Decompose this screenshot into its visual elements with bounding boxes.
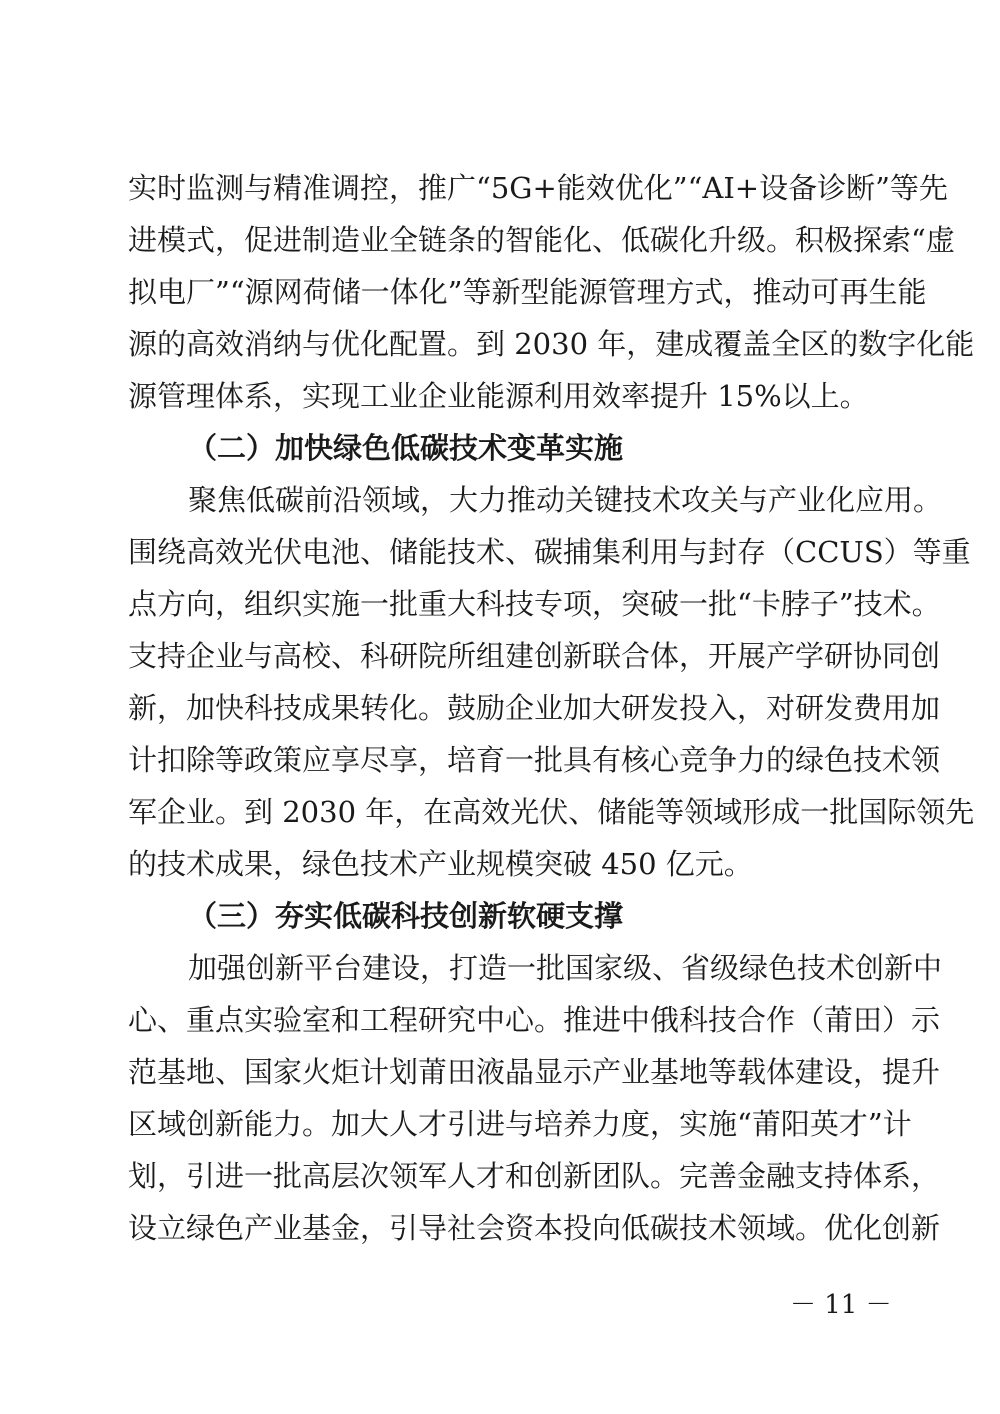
body-text-line: 聚焦低碳前沿领域，大力推动关键技术攻关与产业化应用。 <box>188 483 943 517</box>
body-text-line: 实时监测与精准调控，推广“5G+能效优化”“AI+设备诊断”等先 <box>128 171 948 205</box>
section-heading: （二）加快绿色低碳技术变革实施 <box>188 431 624 465</box>
page-number: － 11 － <box>790 1290 892 1320</box>
body-text-line: 加强创新平台建设，打造一批国家级、省级绿色技术创新中 <box>188 951 943 985</box>
body-text-line: 源管理体系，实现工业企业能源利用效率提升 15%以上。 <box>128 379 869 413</box>
body-text-line: 划，引进一批高层次领军人才和创新团队。完善金融支持体系， <box>128 1159 941 1193</box>
body-text-line: 支持企业与高校、科研院所组建创新联合体，开展产学研协同创 <box>128 639 941 673</box>
body-text-line: 进模式，促进制造业全链条的智能化、低碳化升级。积极探索“虚 <box>128 223 955 257</box>
body-text-line: 心、重点实验室和工程研究中心。推进中俄科技合作（莆田）示 <box>128 1003 941 1037</box>
body-text-line: 拟电厂”“源网荷储一体化”等新型能源管理方式，推动可再生能 <box>128 275 927 309</box>
body-text-line: 源的高效消纳与优化配置。到 2030 年，建成覆盖全区的数字化能 <box>128 327 975 361</box>
body-text-line: 范基地、国家火炬计划莆田液晶显示产业基地等载体建设，提升 <box>128 1055 941 1089</box>
section-heading: （三）夯实低碳科技创新软硬支撑 <box>188 899 624 933</box>
body-text-line: 点方向，组织实施一批重大科技专项，突破一批“卡脖子”技术。 <box>128 587 941 621</box>
body-text-line: 计扣除等政策应享尽享，培育一批具有核心竞争力的绿色技术领 <box>128 743 941 777</box>
body-text-line: 设立绿色产业基金，引导社会资本投向低碳技术领域。优化创新 <box>128 1211 941 1245</box>
body-text-line: 区域创新能力。加大人才引进与培养力度，实施“莆阳英才”计 <box>128 1107 912 1141</box>
body-text-line: 新，加快科技成果转化。鼓励企业加大研发投入，对研发费用加 <box>128 691 941 725</box>
body-text-line: 围绕高效光伏电池、储能技术、碳捕集利用与封存（CCUS）等重 <box>128 535 971 569</box>
body-text-line: 军企业。到 2030 年，在高效光伏、储能等领域形成一批国际领先 <box>128 795 975 829</box>
body-text-line: 的技术成果，绿色技术产业规模突破 450 亿元。 <box>128 847 753 881</box>
